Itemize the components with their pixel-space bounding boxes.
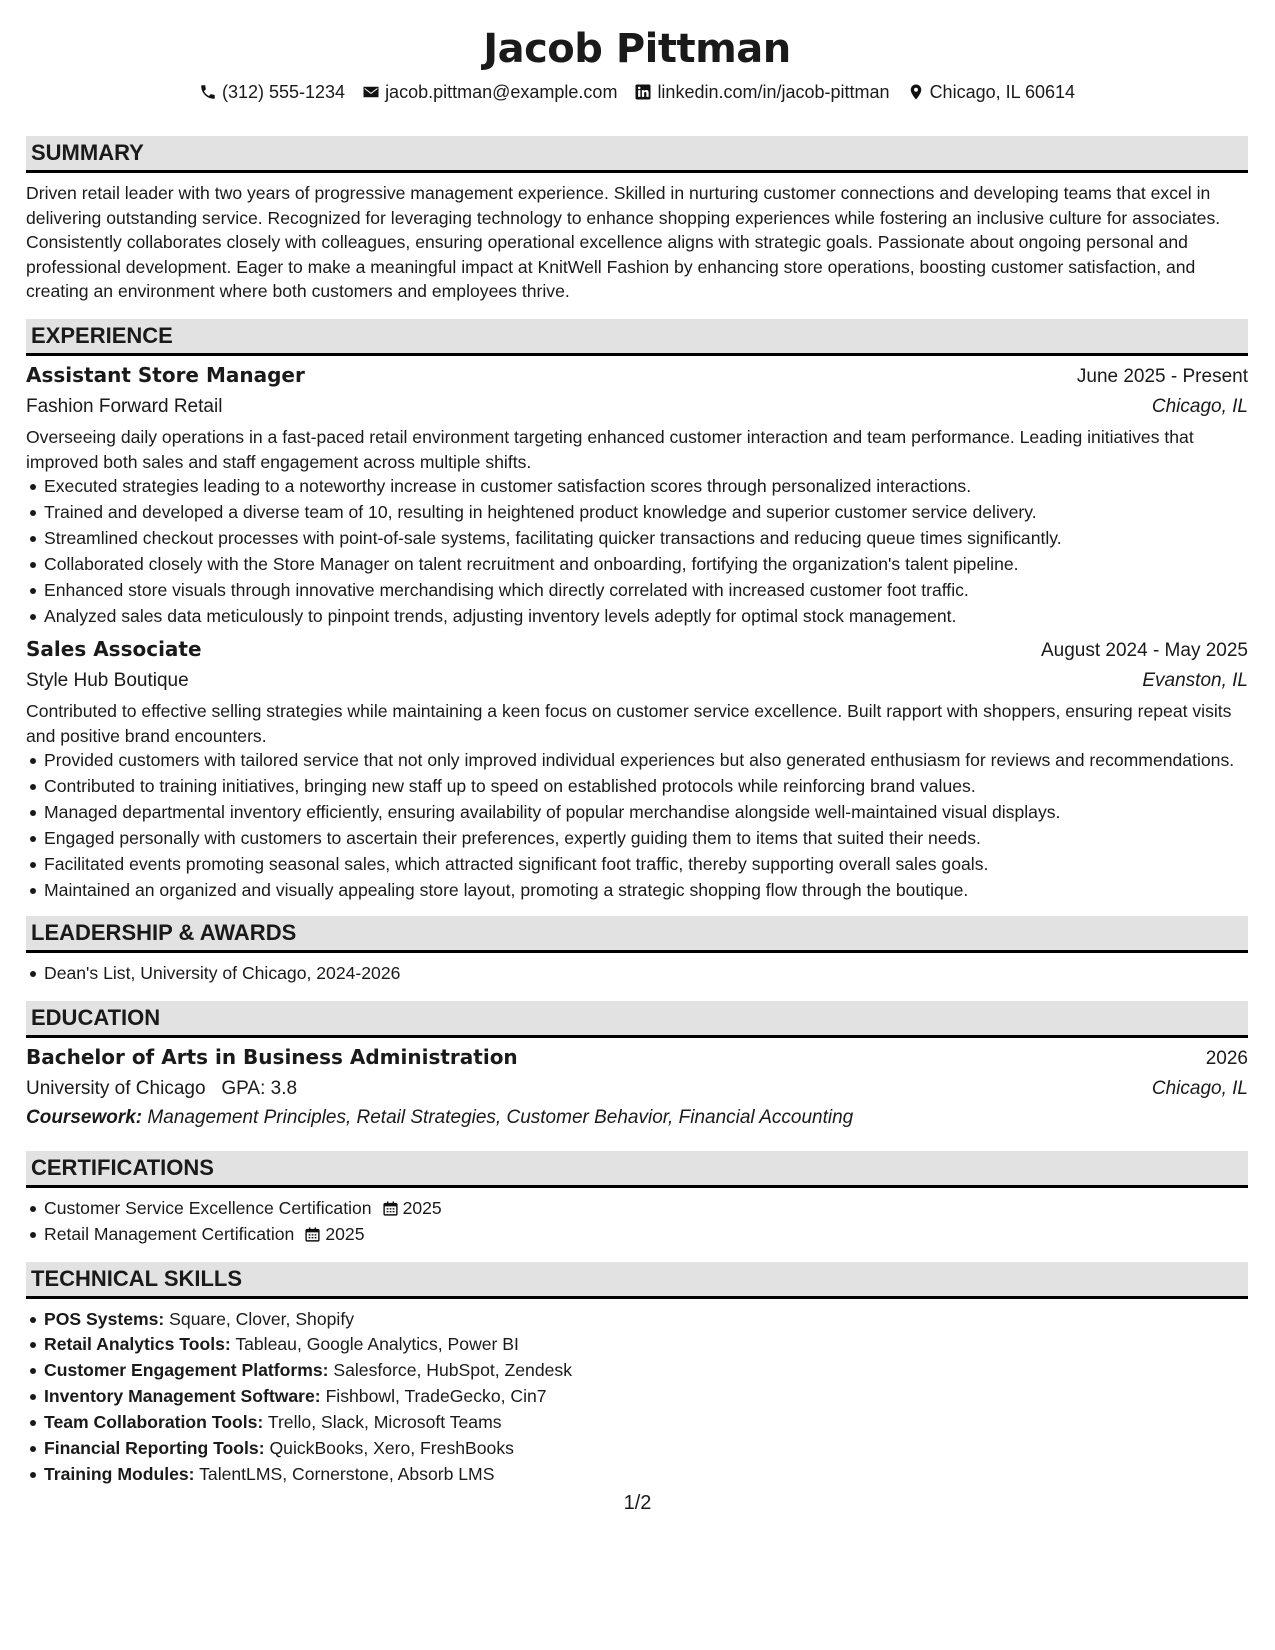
job-entry <box>26 634 1248 902</box>
job-company: Fashion Forward Retail <box>26 395 223 417</box>
list-item <box>44 1222 1248 1247</box>
linkedin-icon <box>634 83 652 101</box>
education-entry <box>26 1042 1248 1132</box>
job-dates: August 2024 - May 2025 <box>1040 640 1248 662</box>
list-item <box>44 1384 1248 1409</box>
degree-title: Bachelor of Arts in Business Administration <box>26 1045 518 1070</box>
skill-values: Trello, Slack, Microsoft Teams <box>267 1412 502 1433</box>
skill-values: Salesforce, HubSpot, Zendesk <box>333 1360 572 1381</box>
list-item <box>44 1358 1248 1383</box>
skill-category: POS Systems: <box>44 1308 165 1329</box>
calendar-icon <box>304 1226 321 1243</box>
certification-name: Customer Service Excellence Certification <box>44 1198 372 1219</box>
skill-values: TalentLMS, Cornerstone, Absorb LMS <box>199 1463 495 1484</box>
list-item <box>44 1307 1248 1332</box>
skill-values: Tableau, Google Analytics, Power BI <box>235 1334 519 1355</box>
list-item: Collaborated closely with the Store Manager on talent recruitment and onboarding, fortifying the organization's talent pipeline. <box>44 552 1248 577</box>
list-item: Enhanced store visuals through innovative merchandising which directly correlated with increased customer foot traffic. <box>44 578 1248 603</box>
list-item: Streamlined checkout processes with point-of-sale systems, facilitating quicker transactions and reducing queue times significantly. <box>44 526 1248 551</box>
certification-year: 2025 <box>325 1223 365 1244</box>
contact-location: Chicago, IL 60614 <box>907 82 1075 103</box>
calendar-icon <box>382 1200 399 1217</box>
list-item: Contributed to training initiatives, bringing new staff up to speed on established protocols while reinforcing brand values. <box>44 774 1248 799</box>
list-item: Executed strategies leading to a noteworthy increase in customer satisfaction scores through personalized interactions. <box>44 474 1248 499</box>
skill-category: Customer Engagement Platforms: <box>44 1360 329 1381</box>
contact-email[interactable]: jacob.pittman@example.com <box>362 82 617 103</box>
certifications-heading: CERTIFICATIONS <box>26 1151 1248 1188</box>
graduation-year: 2026 <box>1205 1048 1248 1070</box>
job-company: Style Hub Boutique <box>26 670 189 692</box>
candidate-name: Jacob Pittman <box>483 26 791 72</box>
skill-category: Financial Reporting Tools: <box>44 1437 265 1458</box>
contact-linkedin[interactable]: linkedin.com/in/jacob-pittman <box>634 82 889 103</box>
list-item <box>44 1196 1248 1221</box>
list-item <box>44 1410 1248 1435</box>
resume-page <box>26 0 1248 1488</box>
coursework-label: Coursework: <box>26 1107 143 1129</box>
skill-values: Square, Clover, Shopify <box>169 1308 355 1329</box>
gpa: GPA: 3.8 <box>221 1078 298 1100</box>
certification-name: Retail Management Certification <box>44 1223 295 1244</box>
awards-heading: LEADERSHIP & AWARDS <box>26 916 1248 953</box>
school-name: University of Chicago <box>26 1078 206 1100</box>
list-item: Maintained an organized and visually appealing store layout, promoting a strategic shopping flow through the boutique. <box>44 878 1248 903</box>
coursework-list: Management Principles, Retail Strategies, Customer Behavior, Financial Accounting <box>147 1107 854 1129</box>
envelope-icon <box>362 83 380 101</box>
list-item <box>44 1436 1248 1461</box>
job-entry <box>26 360 1248 628</box>
skills-heading: TECHNICAL SKILLS <box>26 1262 1248 1299</box>
list-item: Analyzed sales data meticulously to pinpoint trends, adjusting inventory levels adeptly for optimal stock management. <box>44 604 1248 629</box>
awards-list <box>26 961 1248 986</box>
skills-list <box>26 1307 1248 1487</box>
job-description: Overseeing daily operations in a fast-paced retail environment targeting enhanced customer interaction and team performance. Leading initiatives that improved both sales and staff engagement across multiple shifts. <box>26 426 1194 472</box>
coursework <box>26 1104 1248 1132</box>
job-title: Sales Associate <box>26 637 202 662</box>
education-heading: EDUCATION <box>26 1001 1248 1038</box>
contact-bar <box>26 79 1248 105</box>
job-location: Evanston, IL <box>1142 670 1248 692</box>
page-number: 1/2 <box>623 1492 652 1514</box>
job-title: Assistant Store Manager <box>26 362 305 387</box>
school-location: Chicago, IL <box>1151 1078 1248 1100</box>
job-description: Contributed to effective selling strategies while maintaining a keen focus on customer service excellence. Built rapport with shoppers, ensuring repeat visits and positive brand encounters. <box>26 701 1232 746</box>
skill-category: Inventory Management Software: <box>44 1386 321 1407</box>
map-pin-icon <box>907 83 925 101</box>
certifications-list <box>26 1196 1248 1246</box>
job-bullets <box>26 748 1248 902</box>
list-item: Facilitated events promoting seasonal sales, which attracted significant foot traffic, thereby supporting overall sales goals. <box>44 852 1248 877</box>
certification-year: 2025 <box>402 1198 442 1219</box>
job-dates: June 2025 - Present <box>1076 365 1248 387</box>
contact-phone: (312) 555-1234 <box>199 82 345 103</box>
list-item: Dean's List, University of Chicago, 2024-2026 <box>44 961 1248 986</box>
job-location: Chicago, IL <box>1151 395 1248 417</box>
list-item <box>44 1462 1248 1487</box>
job-bullets <box>26 474 1248 628</box>
skill-category: Retail Analytics Tools: <box>44 1334 231 1355</box>
summary-heading: SUMMARY <box>26 136 1248 173</box>
skill-values: QuickBooks, Xero, FreshBooks <box>269 1437 514 1458</box>
skill-category: Training Modules: <box>44 1463 195 1484</box>
list-item: Trained and developed a diverse team of 10, resulting in heightened product knowledge and superior customer service delivery. <box>44 500 1248 525</box>
skill-category: Team Collaboration Tools: <box>44 1412 264 1433</box>
experience-heading: EXPERIENCE <box>26 319 1248 356</box>
list-item <box>44 1332 1248 1357</box>
phone-icon <box>199 83 217 101</box>
list-item: Managed departmental inventory efficiently, ensuring availability of popular merchandise alongside well-maintained visual displays. <box>44 800 1248 825</box>
list-item: Engaged personally with customers to ascertain their preferences, expertly guiding them to items that suited their needs. <box>44 826 1248 851</box>
skill-values: Fishbowl, TradeGecko, Cin7 <box>325 1386 547 1407</box>
list-item: Provided customers with tailored service that not only improved individual experiences but also generated enthusiasm for reviews and recommendations. <box>44 748 1248 773</box>
summary-text: Driven retail leader with two years of progressive management experience. Skilled in nurturing customer connections and developing teams that excel in delivering outstanding service. Recognized for leveraging technology to enhance shopping experiences while fostering an inclusive culture for associates. Consistently collaborates closely with colleagues, ensuring operational excellence aligns with strategic goals. Passionate about ongoing personal and professional development. Eager to make a meaningful impact at KnitWell Fashion by enhancing store operations, boosting customer satisfaction, and creating an environment where both customers and employees thrive. <box>26 183 1221 302</box>
